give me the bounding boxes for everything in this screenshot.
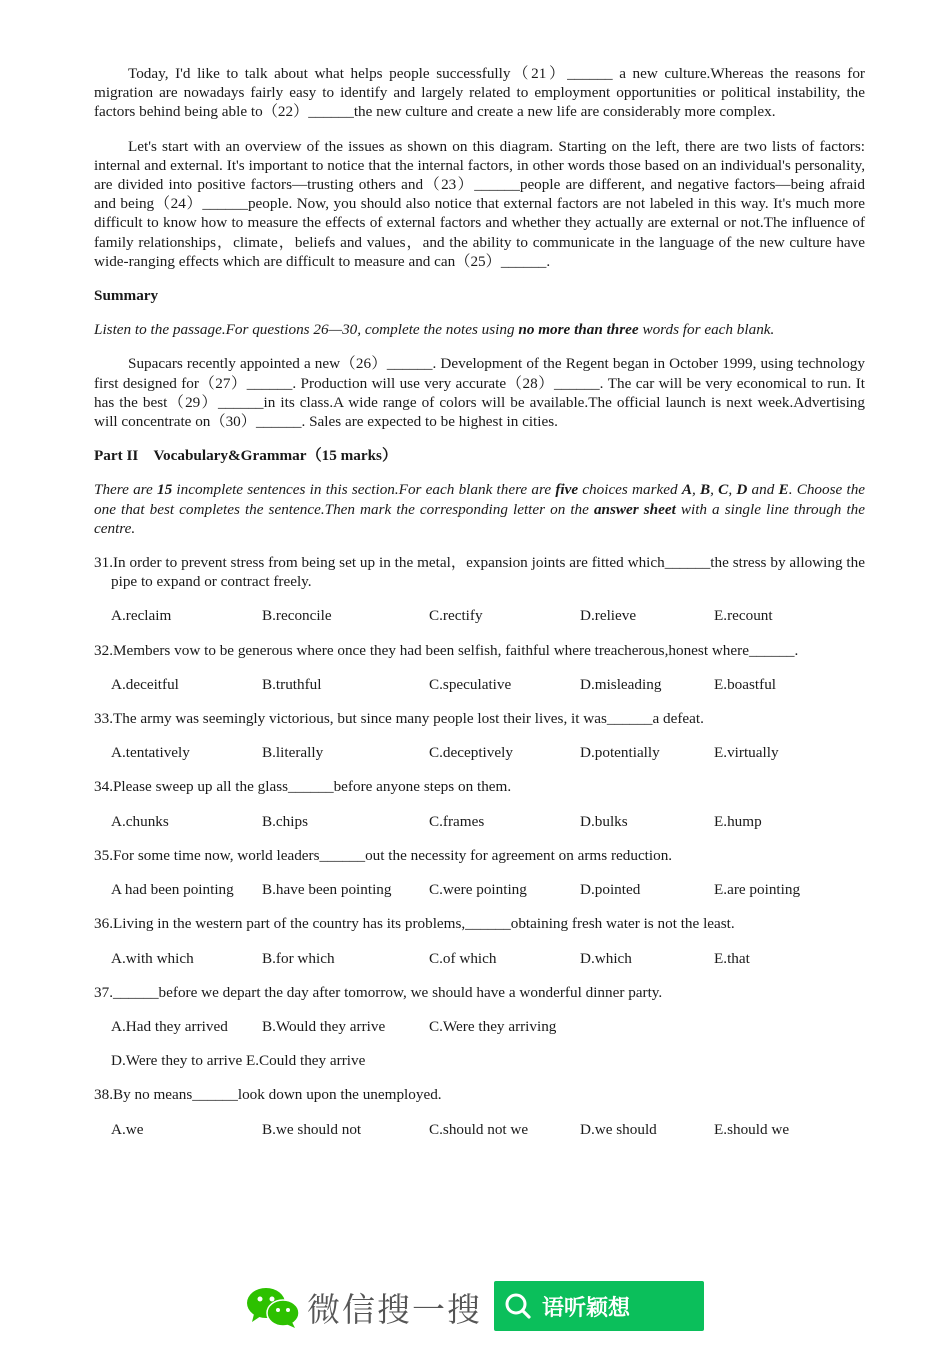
question-stem: 36.Living in the western part of the country has its problems,______obtaining fresh water is not the least. — [94, 915, 735, 933]
option-a[interactable]: A.reclaim — [111, 607, 172, 625]
part2-heading: Part II Vocabulary&Grammar（15 marks） — [94, 447, 398, 465]
question-options — [111, 606, 865, 625]
option-b[interactable]: B.reconcile — [262, 607, 332, 625]
option-a[interactable]: A.tentatively — [111, 744, 190, 762]
option-e[interactable]: E.hump — [714, 812, 762, 830]
option-b[interactable]: B.have been pointing — [262, 881, 392, 899]
option-d[interactable]: D.we should — [580, 1120, 657, 1138]
question-stem: 33.The army was seemingly victorious, but since many people lost their lives, it was______a defeat. — [94, 710, 704, 728]
search-button-label: 语听颖想 — [542, 1296, 631, 1321]
option-a[interactable]: A.deceitful — [111, 675, 179, 693]
summary-heading: Summary — [94, 287, 159, 305]
question-options — [111, 675, 865, 694]
question-options — [111, 1017, 865, 1036]
question-options — [111, 949, 865, 968]
option-a[interactable]: A had been pointing — [111, 881, 234, 899]
option-c[interactable]: C.of which — [429, 949, 497, 967]
passage-paragraph-1: Today, I'd like to talk about what helps people successfully（21）______ a new culture.Whereas the reasons for migration are nowadays fairly easy to identify and largely related to employment opportunities or political instability, the factors behind being able to（22）______the new culture and create a new life are considerably more complex. — [94, 65, 865, 121]
summary-text: Supacars recently appointed a new（26）______. Development of the Regent began in October 1999, using technology first designed for（27）______. Production will use very accurate（28）______. The car will be very economical to run. It has the best（29）______in its class.A wide range of colors will be available.The official launch is next week.Advertising will concentrate on（30）______. Sales are expected to be highest in cities. — [94, 355, 865, 431]
option-d-e[interactable]: D.Were they to arrive E.Could they arrive — [111, 1052, 366, 1070]
question-options — [111, 743, 865, 762]
option-a[interactable]: A.with which — [111, 949, 194, 967]
option-a[interactable]: A.chunks — [111, 812, 169, 830]
option-c[interactable]: C.speculative — [429, 675, 512, 693]
option-d[interactable]: D.relieve — [580, 607, 637, 625]
option-e[interactable]: E.recount — [714, 607, 773, 625]
question-options — [111, 1120, 865, 1139]
option-e[interactable]: E.boastful — [714, 675, 777, 693]
wechat-icon — [246, 1286, 300, 1328]
option-d[interactable]: D.pointed — [580, 881, 641, 899]
question-stem: 34.Please sweep up all the glass______before anyone steps on them. — [94, 778, 512, 796]
option-b[interactable]: B.we should not — [262, 1120, 362, 1138]
passage-paragraph-2: Let's start with an overview of the issues as shown on this diagram. Starting on the left, there are two lists of factors: internal and external. It's important to notice that the internal factors, in other words those based on an individual's personality, are divided into positive factors—trusting others and（23）______people are different, and negative factors—being afraid and being（24）______people. Now, you should also notice that external factors are not labeled in this way. It's much more difficult to know how to measure the effects of external factors and whether they actually are external or not.The influence of family relationships，climate，beliefs and values，and the ability to communicate in the language of the new culture have wide-ranging effects which are difficult to measure and can（25）______. — [94, 137, 865, 270]
question-stem: 32.Members vow to be generous where once they had been selfish, faithful where treacherous,honest where______. — [94, 641, 799, 659]
wechat-search-banner — [0, 1280, 950, 1332]
option-b[interactable]: B.truthful — [262, 675, 322, 693]
question-stem: 35.For some time now, world leaders______out the necessity for agreement on arms reduction. — [94, 846, 673, 864]
summary-instructions: Listen to the passage.For questions 26—30, complete the notes using no more than three words for each blank. — [94, 321, 775, 339]
option-a[interactable]: A.Had they arrived — [111, 1017, 228, 1035]
question-stem: 37.______before we depart the day after tomorrow, we should have a wonderful dinner party. — [94, 983, 663, 1001]
wechat-search-label: 微信搜一搜 — [307, 1290, 482, 1329]
option-d[interactable]: D.bulks — [580, 812, 628, 830]
option-b[interactable]: B.literally — [262, 744, 324, 762]
question-options — [111, 880, 865, 899]
option-d[interactable]: D.misleading — [580, 675, 662, 693]
option-c[interactable]: C.deceptively — [429, 744, 513, 762]
search-icon — [504, 1292, 532, 1320]
exam-page — [94, 64, 865, 1154]
option-e[interactable]: E.virtually — [714, 744, 779, 762]
part2-instructions: There are 15 incomplete sentences in this section.For each blank there are five choices marked A, B, C, D and E. Choose the one that best completes the sentence.Then mark the corresponding letter on the answer sheet with a single line through the centre. — [94, 481, 866, 537]
question-stem: 31.In order to prevent stress from being set up in the metal，expansion joints are fitted which______the stress by allowing the pipe to expand or contract freely. — [94, 554, 865, 591]
option-b[interactable]: B.Would they arrive — [262, 1017, 386, 1035]
option-c[interactable]: C.Were they arriving — [429, 1017, 557, 1035]
option-c[interactable]: C.frames — [429, 812, 485, 830]
option-e[interactable]: E.are pointing — [714, 881, 801, 899]
option-e[interactable]: E.should we — [714, 1120, 790, 1138]
search-button[interactable] — [494, 1281, 704, 1331]
option-b[interactable]: B.chips — [262, 812, 308, 830]
option-c[interactable]: C.rectify — [429, 607, 483, 625]
option-d[interactable]: D.which — [580, 949, 632, 967]
option-c[interactable]: C.should not we — [429, 1120, 529, 1138]
option-d[interactable]: D.potentially — [580, 744, 660, 762]
question-stem: 38.By no means______look down upon the unemployed. — [94, 1086, 442, 1104]
question-options — [111, 812, 865, 831]
option-a[interactable]: A.we — [111, 1120, 144, 1138]
option-c[interactable]: C.were pointing — [429, 881, 527, 899]
option-e[interactable]: E.that — [714, 949, 750, 967]
option-b[interactable]: B.for which — [262, 949, 335, 967]
